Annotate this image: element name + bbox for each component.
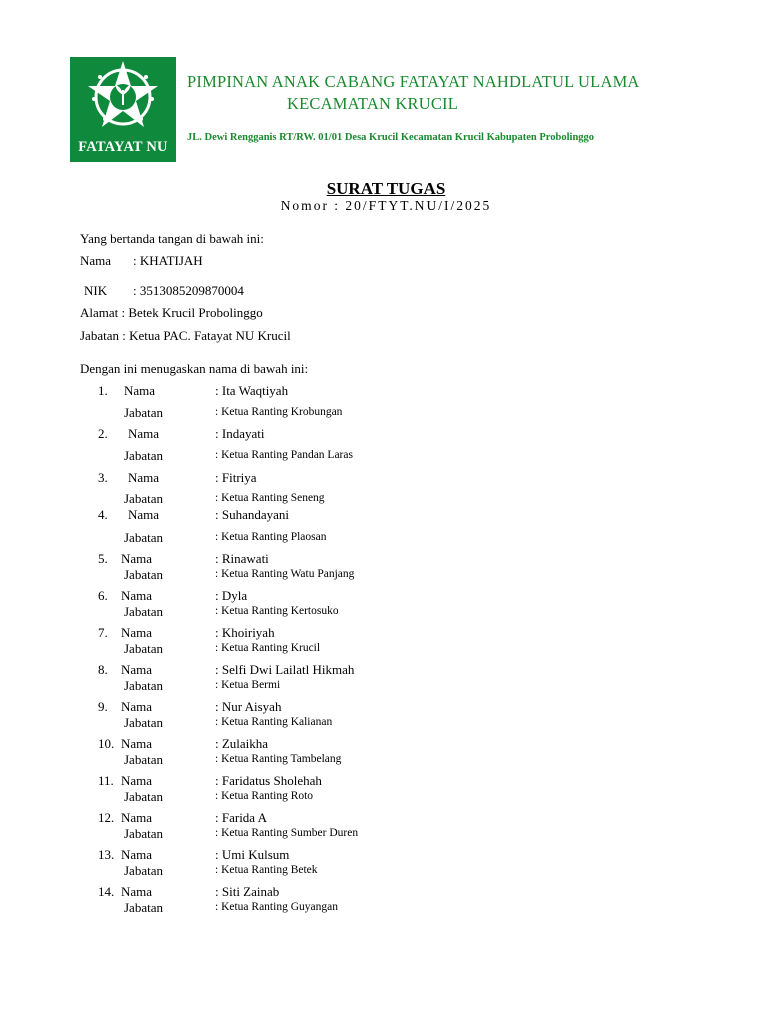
- member-name: : Umi Kulsum: [215, 847, 290, 862]
- member-name-label: Nama: [128, 470, 160, 485]
- member-position-label: Jabatan: [124, 448, 163, 463]
- member-position: : Ketua Ranting Roto: [215, 790, 314, 802]
- logo-text: FATAYAT NU: [78, 139, 168, 155]
- member-number: 11.: [98, 773, 114, 788]
- member-name-label: Nama: [121, 884, 153, 899]
- member-number: 5.: [98, 551, 108, 566]
- member-position: : Ketua Ranting Seneng: [215, 492, 325, 504]
- fatayat-nu-logo: [70, 57, 176, 162]
- member-position: : Ketua Ranting Kalianan: [215, 716, 333, 728]
- member-name-label: Nama: [124, 383, 156, 398]
- member-name-label: Nama: [121, 773, 153, 788]
- member-position: : Ketua Ranting Kertosuko: [215, 605, 339, 617]
- member-name: : Farida A: [215, 810, 267, 825]
- member-position-label: Jabatan: [124, 530, 163, 545]
- member-position-label: Jabatan: [124, 405, 163, 420]
- member-number: 14.: [98, 884, 115, 899]
- member-name-label: Nama: [128, 426, 160, 441]
- member-name-label: Nama: [121, 847, 153, 862]
- member-name-label: Nama: [121, 551, 153, 566]
- member-position-label: Jabatan: [124, 567, 163, 582]
- member-position-label: Jabatan: [124, 491, 163, 506]
- member-name: : Zulaikha: [215, 736, 269, 751]
- member-position: : Ketua Ranting Tambelang: [215, 753, 342, 765]
- member-number: 4.: [98, 507, 108, 522]
- member-name-label: Nama: [121, 625, 153, 640]
- member-name: : Ita Waqtiyah: [215, 383, 289, 398]
- org-address: JL. Dewi Rengganis RT/RW. 01/01 Desa Krucil Kecamatan Krucil Kabupaten Probolinggo: [187, 132, 595, 143]
- member-name: : Fitriya: [215, 470, 257, 485]
- member-position-label: Jabatan: [124, 678, 163, 693]
- signer-position: Jabatan : Ketua PAC. Fatayat NU Krucil: [80, 328, 291, 343]
- signer-nik-label: NIK: [84, 283, 108, 298]
- member-position-label: Jabatan: [124, 715, 163, 730]
- org-name-line2: KECAMATAN KRUCIL: [287, 94, 459, 113]
- member-name-label: Nama: [121, 736, 153, 751]
- signer-address: Alamat : Betek Krucil Probolinggo: [80, 305, 263, 320]
- member-position-label: Jabatan: [124, 826, 163, 841]
- member-position: : Ketua Ranting Watu Panjang: [215, 568, 355, 580]
- member-position-label: Jabatan: [124, 752, 163, 767]
- member-position: : Ketua Ranting Krobungan: [215, 406, 343, 418]
- document-number: Nomor : 20/FTYT.NU/I/2025: [280, 198, 492, 213]
- member-name: : Selfi Dwi Lailatl Hikmah: [215, 662, 355, 677]
- member-name: : Suhandayani: [215, 507, 290, 522]
- signer-name-label: Nama: [80, 253, 112, 268]
- member-position: : Ketua Ranting Krucil: [215, 642, 321, 654]
- member-name-label: Nama: [121, 662, 153, 677]
- member-name: : Khoiriyah: [215, 625, 275, 640]
- member-name-label: Nama: [121, 810, 153, 825]
- member-name: : Indayati: [215, 426, 265, 441]
- member-number: 2.: [98, 426, 108, 441]
- member-name-label: Nama: [128, 507, 160, 522]
- member-position-label: Jabatan: [124, 604, 163, 619]
- assignment-intro: Dengan ini menugaskan nama di bawah ini:: [80, 361, 309, 376]
- member-position: : Ketua Ranting Sumber Duren: [215, 827, 359, 839]
- document-title: SURAT TUGAS: [326, 179, 446, 198]
- org-name-line1: PIMPINAN ANAK CABANG FATAYAT NAHDLATUL ULAMA: [187, 72, 640, 91]
- member-number: 3.: [98, 470, 108, 485]
- member-name: : Rinawati: [215, 551, 269, 566]
- signer-name-value: : KHATIJAH: [133, 253, 203, 268]
- member-position: : Ketua Ranting Betek: [215, 864, 318, 876]
- signer-nik-value: : 3513085209870004: [133, 283, 244, 298]
- member-number: 10.: [98, 736, 115, 751]
- member-name: : Dyla: [215, 588, 248, 603]
- member-position-label: Jabatan: [124, 789, 163, 804]
- member-number: 12.: [98, 810, 115, 825]
- intro-text: Yang bertanda tangan di bawah ini:: [80, 231, 264, 246]
- member-position-label: Jabatan: [124, 863, 163, 878]
- member-number: 13.: [98, 847, 115, 862]
- member-number: 8.: [98, 662, 108, 677]
- member-number: 6.: [98, 588, 108, 603]
- member-position-label: Jabatan: [124, 900, 163, 915]
- star-emblem-icon: [70, 57, 176, 137]
- member-position: : Ketua Ranting Guyangan: [215, 901, 338, 913]
- member-position-label: Jabatan: [124, 641, 163, 656]
- member-position: : Ketua Ranting Pandan Laras: [215, 449, 353, 461]
- member-position: : Ketua Ranting Plaosan: [215, 531, 327, 543]
- member-name-label: Nama: [121, 699, 153, 714]
- member-name: : Nur Aisyah: [215, 699, 282, 714]
- member-number: 1.: [98, 383, 108, 398]
- member-name-label: Nama: [121, 588, 153, 603]
- member-number: 9.: [98, 699, 108, 714]
- member-number: 7.: [98, 625, 108, 640]
- member-name: : Siti Zainab: [215, 884, 280, 899]
- member-name: : Faridatus Sholehah: [215, 773, 322, 788]
- member-position: : Ketua Bermi: [215, 679, 281, 691]
